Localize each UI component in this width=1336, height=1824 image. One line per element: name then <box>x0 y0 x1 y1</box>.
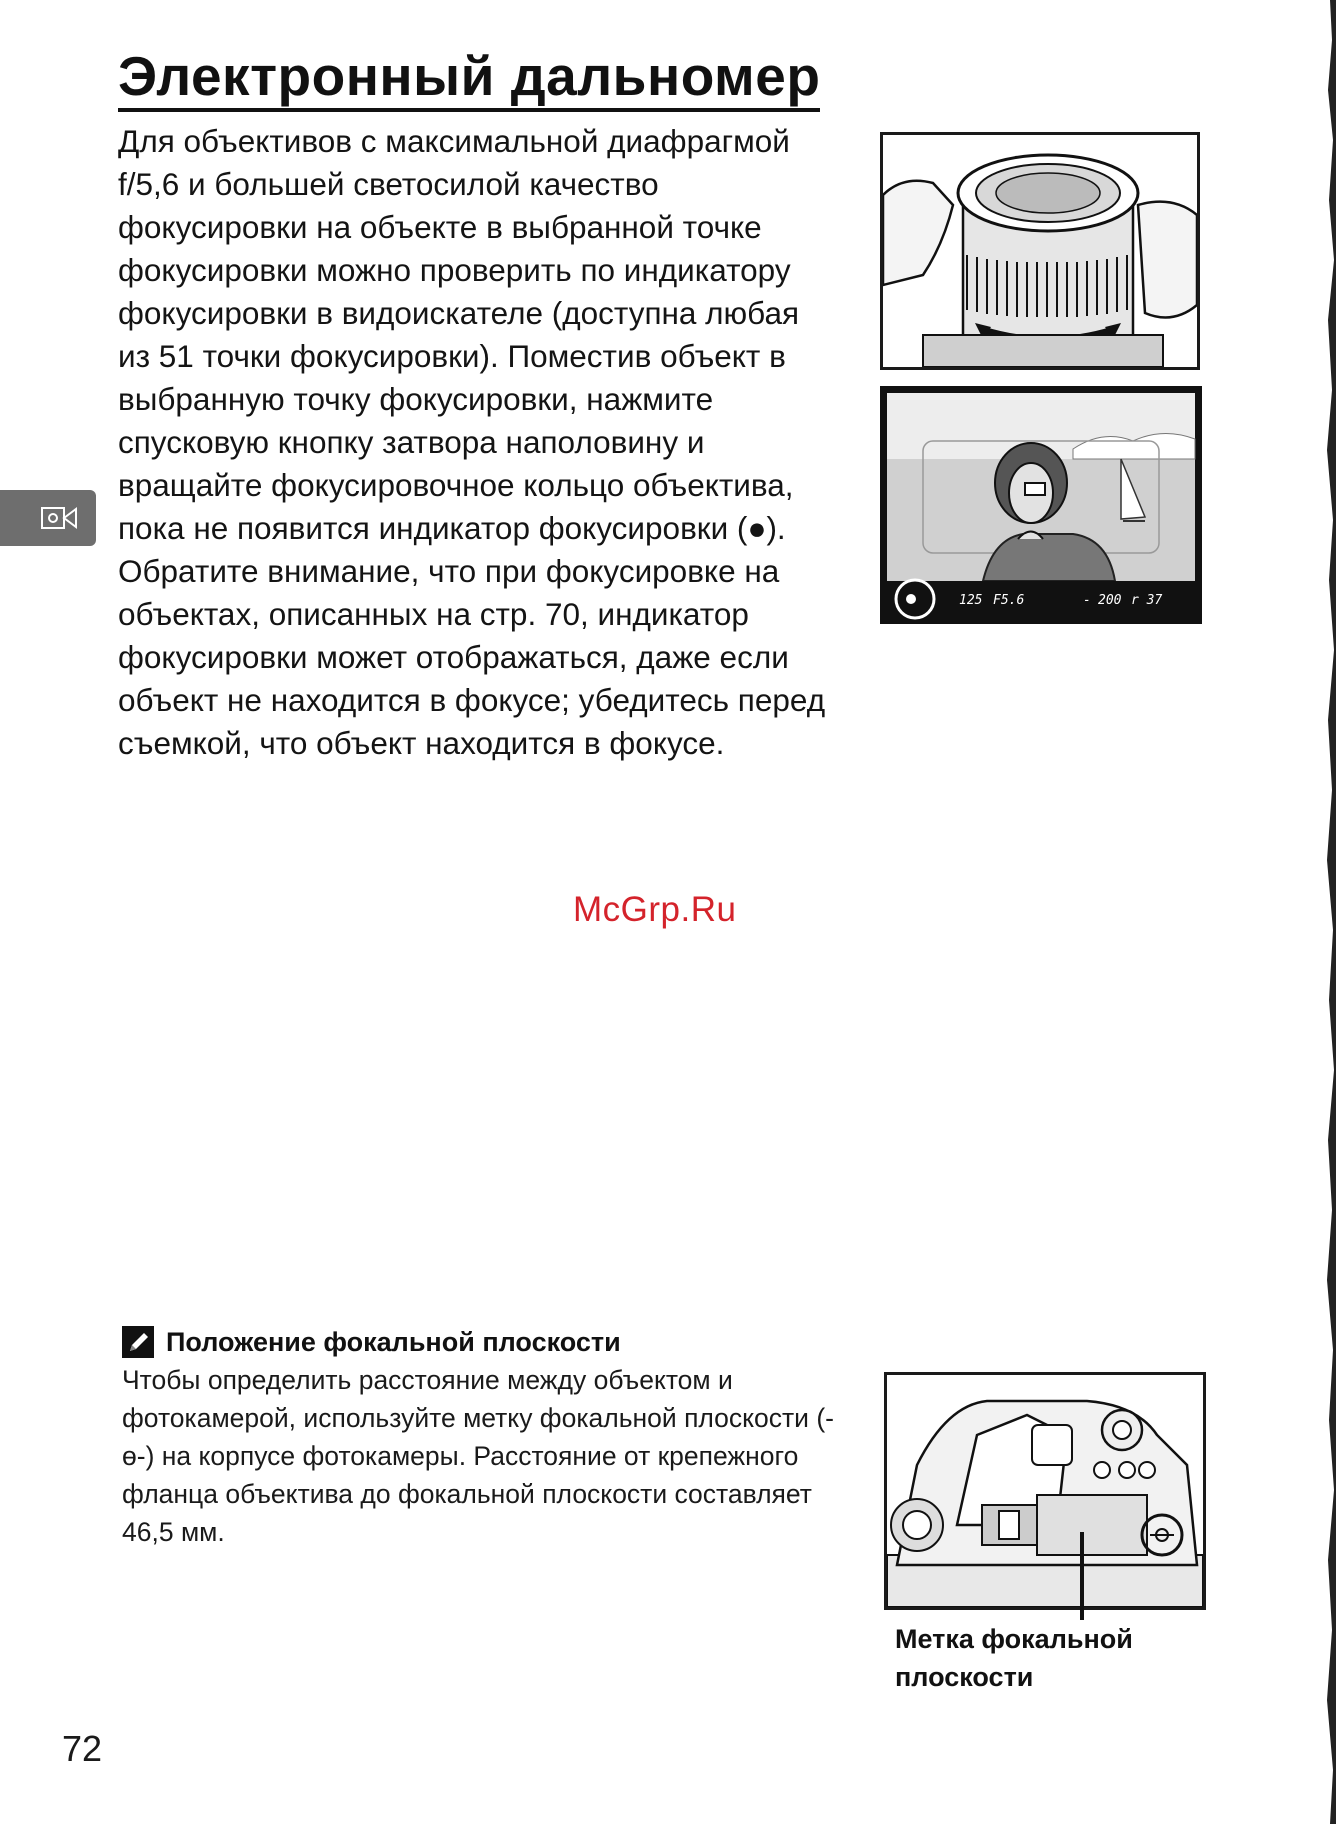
note-title: Положение фокальной плоскости <box>166 1327 621 1357</box>
vf-minus-sign: - <box>1083 593 1091 608</box>
watermark: McGrp.Ru <box>573 890 737 929</box>
live-view-tab-icon <box>40 504 80 532</box>
vf-shutter-readout: 125 <box>959 593 983 608</box>
section-tab <box>0 490 96 546</box>
figure-caption: Метка фокальной плоскости <box>895 1624 1133 1692</box>
vf-count-readout: r 37 <box>1131 593 1163 608</box>
pencil-note-icon <box>122 1326 154 1358</box>
vf-frames-readout: 200 <box>1098 593 1122 608</box>
torn-page-edge <box>1322 0 1336 1824</box>
viewfinder-illustration <box>880 386 1202 624</box>
page-number: 72 <box>62 1728 103 1769</box>
page-title: Электронный дальномер <box>118 44 820 112</box>
caption-leader-line <box>1080 1532 1084 1620</box>
note-paragraph: Чтобы определить расстояние между объектом и фотокамерой, используйте метку фокальной плоскости (-ө-) на корпусе фотокамеры. Расстояние от крепежного фланца объектива до фокальной плоскости составляет 46,5 мм. <box>122 1365 834 1547</box>
camera-top-illustration <box>884 1372 1206 1610</box>
note-heading <box>122 1324 621 1360</box>
main-paragraph: Для объективов с максимальной диафрагмой f/5,6 и большей светосилой качество фокусировки на объекте в выбранной точке фокусировки можно проверить по индикатору фокусировки в видоискателе (доступна любая из 51 точки фокусировки). Поместив объект в выбранную точку фокусировки, нажмите спусковую кнопку затвора наполовину и вращайте фокусировочное кольцо объектива, пока не появится индикатор фокусировки (●). Обратите внимание, что при фокусировке на объектах, описанных на стр. 70, индикатор фокусировки может отображаться, даже если объект не находится в фокусе; убедитесь перед съемкой, что объект находится в фокусе. <box>118 123 826 761</box>
lens-focus-ring-illustration <box>880 132 1200 370</box>
vf-aperture-readout: F5.6 <box>993 593 1025 608</box>
